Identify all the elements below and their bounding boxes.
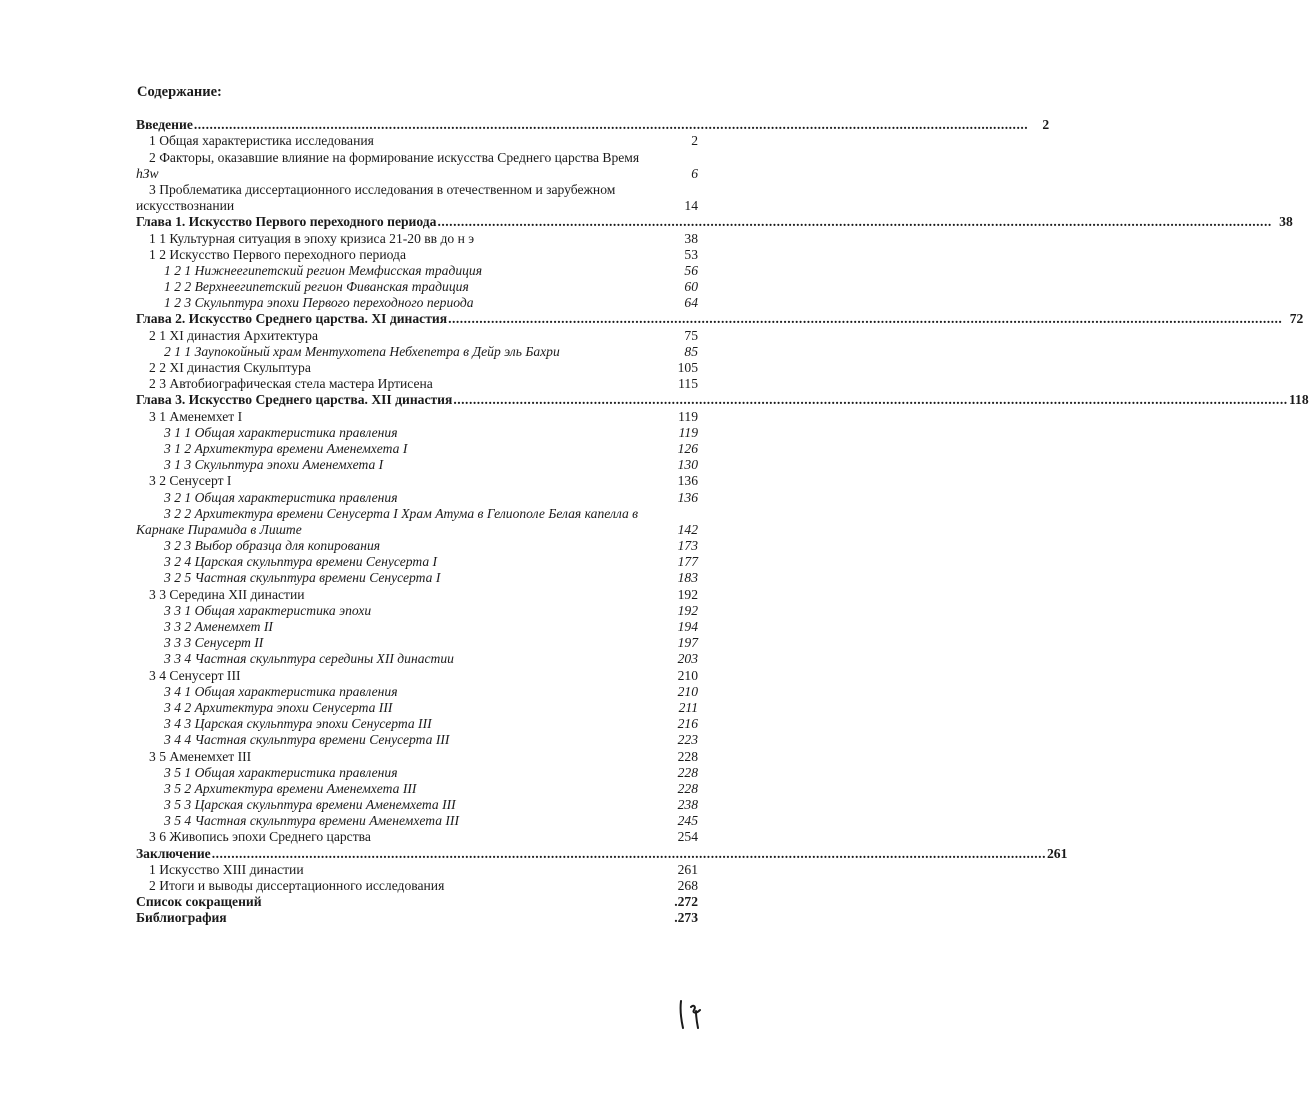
toc-entry [136,586,698,602]
toc-dot-leader [453,392,1287,408]
toc-entry-title: 1 1 Культурная ситуация в эпоху кризиса 21-20 вв до н э [149,230,475,246]
toc-entry-title: 3 5 4 Частная скульптура времени Аменемхета III [164,813,459,829]
table-of-contents [136,117,1309,926]
toc-entry [136,603,698,619]
toc-entry-page: 223 [677,732,698,748]
toc-entry [136,570,698,586]
toc-entry [136,894,698,910]
toc-entry-title: 3 3 2 Аменемхет II [164,619,273,634]
toc-entry-page: 173 [677,538,698,554]
toc-entry [136,198,698,214]
toc-entry-title: 1 Общая характеристика исследования [149,133,374,149]
toc-entry-title: 3 2 1 Общая характеристика правления [164,489,398,505]
toc-entry [136,425,698,441]
toc-entry-title: 1 2 Искусство Первого переходного периода [149,246,406,262]
toc-entry [136,457,698,473]
toc-entry-title: 3 1 2 Архитектура времени Аменемхета I [164,440,408,456]
toc-entry-page: 38 [684,230,698,246]
toc-entry [136,133,698,149]
toc-entry-title: 3 3 4 Частная скульптура середины XII династии [164,651,454,667]
toc-dot-leader [212,846,1046,862]
toc-entry [136,247,698,263]
toc-entry [136,506,698,522]
toc-entry [136,117,1050,133]
toc-entry-page: 53 [684,246,698,262]
toc-entry-title: hЗw [136,165,159,181]
toc-entry-page: 192 [677,602,698,618]
toc-entry [136,392,1309,408]
toc-dot-leader [448,311,1282,327]
toc-entry [136,619,698,635]
toc-entry-title: Библиография [136,910,227,926]
toc-entry [136,651,698,667]
page-title: Содержание: [137,84,222,100]
toc-entry [136,862,698,878]
toc-entry [136,214,1293,230]
toc-entry-page: 6 [691,165,698,181]
toc-entry [136,684,698,700]
toc-entry-page: 118 [1288,392,1309,408]
toc-entry-title: 3 4 4 Частная скульптура времени Сенусерта III [164,732,450,748]
toc-entry [136,797,698,813]
toc-entry-page: 228 [677,764,698,780]
toc-entry [136,279,698,295]
toc-entry-title: Список сокращений [136,894,262,910]
toc-entry [136,635,698,651]
toc-entry [136,845,1068,861]
toc-entry-title: 1 2 1 Нижнеегипетский регион Мемфисская традиция [164,262,483,278]
toc-entry [136,344,698,360]
toc-entry-title: 3 2 4 Царская скульптура времени Сенусерта I [164,554,438,570]
toc-entry-title: 3 5 3 Царская скульптура времени Аменемхета III [164,797,456,813]
toc-entry-page: 2 [1042,117,1050,133]
toc-entry-title: Заключение [136,845,211,861]
toc-entry-page: 177 [677,554,698,570]
toc-entry-page: 197 [677,635,698,651]
toc-entry-title: 3 4 2 Архитектура эпохи Сенусерта III [164,699,393,715]
toc-entry-page: 130 [677,457,698,473]
toc-entry-title: 1 2 3 Скульптура эпохи Первого переходного периода [164,295,474,311]
toc-entry-title: 3 1 Аменемхет I [149,408,243,424]
toc-entry-page: 119 [678,424,698,440]
toc-entry-page: 60 [684,279,698,295]
toc-entry-page: 14 [684,198,698,214]
toc-entry-page: 238 [677,797,698,813]
toc-entry [136,441,698,457]
toc-entry [136,878,698,894]
toc-entry-title: 3 2 Сенусерт I [149,473,232,489]
toc-entry [136,667,698,683]
toc-entry [136,829,698,845]
toc-entry-title: 3 3 Середина XII династии [149,586,305,602]
toc-entry-page: 136 [677,473,698,489]
toc-entry-title: 3 5 Аменемхет III [149,748,252,764]
toc-entry-title: Введение [136,117,193,133]
toc-entry [136,182,698,198]
toc-entry-page: 228 [677,748,698,764]
toc-entry-page: 210 [677,683,698,699]
toc-entry [136,700,698,716]
toc-entry [136,149,698,165]
toc-entry-title: 3 6 Живопись эпохи Среднего царства [149,829,371,845]
handwritten-mark-icon [676,995,706,1031]
toc-entry-title: 3 1 1 Общая характеристика правления [164,424,398,440]
toc-entry-page: 210 [677,667,698,683]
toc-entry [136,716,698,732]
toc-entry [136,166,698,182]
toc-entry-page: 228 [677,780,698,796]
toc-entry [136,408,698,424]
toc-entry-page: 64 [684,295,698,311]
toc-entry-title: 3 4 3 Царская скульптура эпохи Сенусерта III [164,716,432,732]
toc-entry-page: 119 [678,408,698,424]
toc-entry-page: 38 [1279,214,1293,230]
toc-entry-page: 72 [1289,311,1304,327]
toc-entry [136,376,698,392]
toc-entry-title: 3 3 1 Общая характеристика эпохи [164,602,372,618]
toc-entry-page: 216 [677,716,698,732]
toc-entry [136,473,698,489]
toc-entry-page: 2 [691,133,698,149]
toc-entry-title: искусствознании [136,198,235,214]
toc-entry-title: 2 2 XI династия Скульптура [149,360,311,375]
toc-entry [136,360,698,376]
toc-entry-page: 115 [678,376,698,392]
toc-entry-page: .272 [674,894,698,910]
toc-entry-page: 126 [677,440,698,456]
toc-entry-page: 254 [677,829,698,845]
toc-entry-title: Карнаке Пирамида в Лиште [136,521,302,537]
toc-dot-leader [194,117,1028,133]
toc-entry-title: Глава 3. Искусство Среднего царства. XII династия [136,392,453,408]
toc-entry-title: 3 3 3 Сенусерт II [164,635,264,651]
toc-entry [136,765,698,781]
toc-entry-title: 3 4 Сенусерт III [149,667,241,683]
toc-entry-title: 1 Искусство XIII династии [149,861,304,877]
toc-entry-page: 245 [677,813,698,829]
toc-entry-page: 136 [677,489,698,505]
toc-entry-title: Глава 1. Искусство Первого переходного периода [136,214,437,230]
toc-entry-title: 3 5 1 Общая характеристика правления [164,764,398,780]
toc-entry [136,781,698,797]
toc-entry-title: 3 1 3 Скульптура эпохи Аменемхета I [164,457,384,473]
toc-entry-title: 3 2 3 Выбор образца для копирования [164,538,381,554]
toc-entry [136,538,698,554]
toc-entry-title: 2 Итоги и выводы диссертационного исследования [149,878,445,893]
toc-entry [136,554,698,570]
toc-entry-page: 142 [677,521,698,537]
toc-entry-page: 56 [684,262,698,278]
toc-entry-title: 3 2 5 Частная скульптура времени Сенусерта I [164,570,441,586]
toc-entry [136,732,698,748]
toc-entry-page: 183 [677,570,698,586]
toc-entry-title: 1 2 2 Верхнеегипетский регион Фиванская традиция [164,279,469,295]
toc-entry [136,910,698,926]
toc-entry-page: 268 [677,878,698,893]
toc-entry [136,295,698,311]
toc-entry [136,489,698,505]
toc-entry-page: 75 [684,327,698,343]
toc-entry-title: 2 1 XI династия Архитектура [149,327,319,343]
toc-entry [136,813,698,829]
toc-entry-page: 261 [1046,845,1068,861]
toc-entry [136,311,1304,327]
toc-entry-title: 3 4 1 Общая характеристика правления [164,683,398,699]
toc-entry-title: 2 Факторы, оказавшие влияние на формирование искусства Среднего царства Время [149,149,640,165]
toc-entry-page: 261 [677,861,698,877]
toc-entry-title: Глава 2. Искусство Среднего царства. XI династия [136,311,448,327]
toc-entry-page: 85 [684,343,698,359]
toc-entry-title: 2 1 1 Заупокойный храм Ментухотепа Небхепетра в Дейр эль Бахри [164,343,560,359]
toc-dot-leader [437,214,1271,230]
toc-entry [136,263,698,279]
toc-entry-title: 3 Проблематика диссертационного исследования в отечественном и зарубежном [149,181,616,197]
toc-entry-page: 192 [677,586,698,602]
toc-entry-title: 3 2 2 Архитектура времени Сенусерта I Храм Атума в Гелиополе Белая капелла в [164,505,639,521]
toc-entry [136,522,698,538]
handwritten-page-mark [676,995,706,1031]
toc-entry-page: 211 [678,699,698,715]
toc-entry-title: 2 3 Автобиографическая стела мастера Иртисена [149,376,433,392]
toc-entry-page: 194 [677,619,698,634]
toc-entry [136,748,698,764]
toc-entry-page: 105 [677,360,698,375]
toc-entry-page: 203 [677,651,698,667]
toc-entry [136,230,698,246]
toc-entry [136,327,698,343]
toc-entry-page: .273 [674,910,698,926]
toc-entry-title: 3 5 2 Архитектура времени Аменемхета III [164,780,417,796]
